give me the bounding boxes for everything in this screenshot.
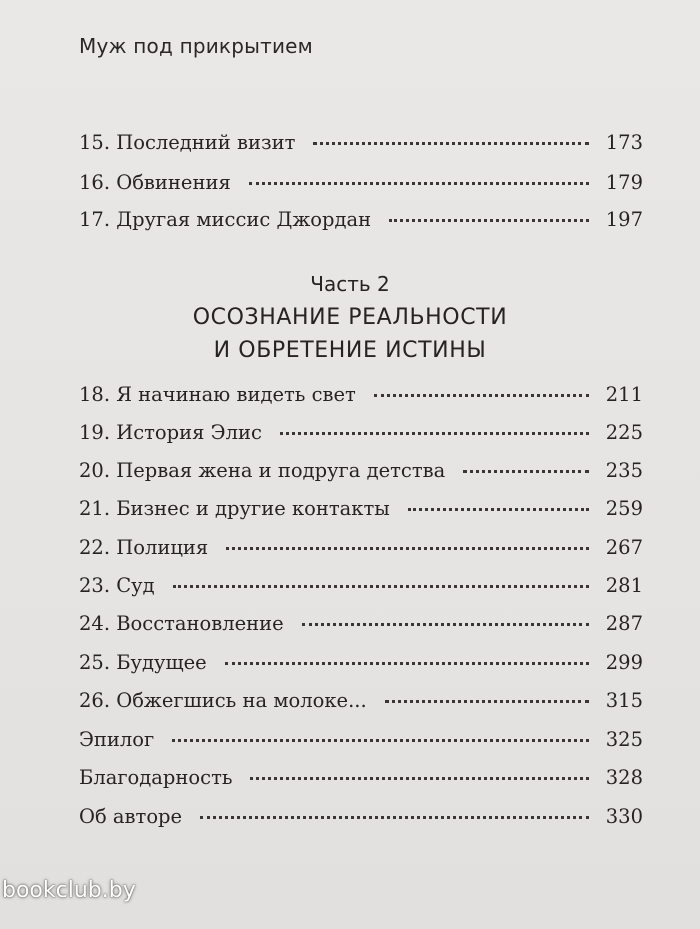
toc-entry-title: 18. Я начинаю видеть свет bbox=[79, 383, 356, 406]
toc-entry-page: 287 bbox=[605, 612, 643, 635]
dot-leader bbox=[374, 394, 589, 397]
toc-entry-title: Об авторе bbox=[79, 805, 183, 828]
toc-entry bbox=[79, 383, 643, 413]
dot-leader bbox=[225, 662, 589, 665]
watermark: bookclub.by bbox=[2, 878, 136, 903]
part-label: Часть 2 bbox=[310, 272, 390, 296]
dot-leader bbox=[173, 585, 589, 588]
toc-entry-title: Благодарность bbox=[79, 766, 233, 789]
toc-entry-title: 24. Восстановление bbox=[79, 612, 284, 635]
toc-entry-page: 259 bbox=[605, 497, 643, 520]
toc-entry-title: 26. Обжегшись на молоке... bbox=[79, 689, 367, 712]
toc-entry-title: 21. Бизнес и другие контакты bbox=[79, 497, 390, 520]
toc-entry bbox=[79, 612, 643, 642]
dot-leader bbox=[385, 700, 589, 703]
dot-leader bbox=[226, 547, 589, 550]
toc-entry bbox=[79, 536, 643, 566]
dot-leader bbox=[463, 470, 589, 473]
part-title-line1: ОСОЗНАНИЕ РЕАЛЬНОСТИ bbox=[192, 305, 508, 330]
toc-entry bbox=[79, 805, 643, 835]
toc-entry-title: 15. Последний визит bbox=[79, 131, 296, 154]
toc-entry-page: 173 bbox=[605, 131, 643, 154]
toc-entry-page: 328 bbox=[605, 766, 643, 789]
toc-entry bbox=[79, 421, 643, 451]
toc-entry bbox=[79, 766, 643, 796]
toc-entry-page: 235 bbox=[605, 459, 643, 482]
dot-leader bbox=[280, 432, 589, 435]
toc-entry-page: 225 bbox=[605, 421, 643, 444]
toc-entry bbox=[79, 208, 643, 238]
dot-leader bbox=[408, 508, 589, 511]
part-title-line2: И ОБРЕТЕНИЕ ИСТИНЫ bbox=[213, 338, 487, 363]
toc-entry-title: 19. История Элис bbox=[79, 421, 262, 444]
dot-leader bbox=[250, 777, 589, 780]
toc-entry-page: 315 bbox=[605, 689, 643, 712]
dot-leader bbox=[302, 623, 589, 626]
toc-entry-title: Эпилог bbox=[79, 728, 155, 751]
toc-entry-page: 325 bbox=[605, 728, 643, 751]
dot-leader bbox=[200, 816, 589, 819]
toc-entry bbox=[79, 651, 643, 681]
toc-entry-title: 25. Будущее bbox=[79, 651, 207, 674]
toc-entry-page: 281 bbox=[605, 574, 643, 597]
toc-entry-page: 267 bbox=[605, 536, 643, 559]
toc-entry-title: 17. Другая миссис Джордан bbox=[79, 208, 372, 231]
toc-entry-title: 20. Первая жена и подруга детства bbox=[79, 459, 446, 482]
toc-entry-page: 197 bbox=[605, 208, 643, 231]
dot-leader bbox=[389, 219, 589, 222]
toc-entry-page: 299 bbox=[605, 651, 643, 674]
toc-entry bbox=[79, 131, 643, 161]
toc-entry bbox=[79, 728, 643, 758]
toc-entry bbox=[79, 689, 643, 719]
toc-entry-title: 16. Обвинения bbox=[79, 171, 231, 194]
dot-leader bbox=[249, 182, 589, 185]
toc-entry-page: 330 bbox=[605, 805, 643, 828]
dot-leader bbox=[172, 739, 589, 742]
toc-entry-page: 211 bbox=[605, 383, 643, 406]
running-header: Муж под прикрытием bbox=[79, 34, 313, 58]
toc-entry bbox=[79, 574, 643, 604]
toc-entry bbox=[79, 171, 643, 201]
toc-entry-title: 22. Полиция bbox=[79, 536, 209, 559]
toc-entry bbox=[79, 497, 643, 527]
dot-leader bbox=[313, 142, 589, 145]
toc-entry-title: 23. Суд bbox=[79, 574, 155, 597]
toc-entry bbox=[79, 459, 643, 489]
toc-entry-page: 179 bbox=[605, 171, 643, 194]
